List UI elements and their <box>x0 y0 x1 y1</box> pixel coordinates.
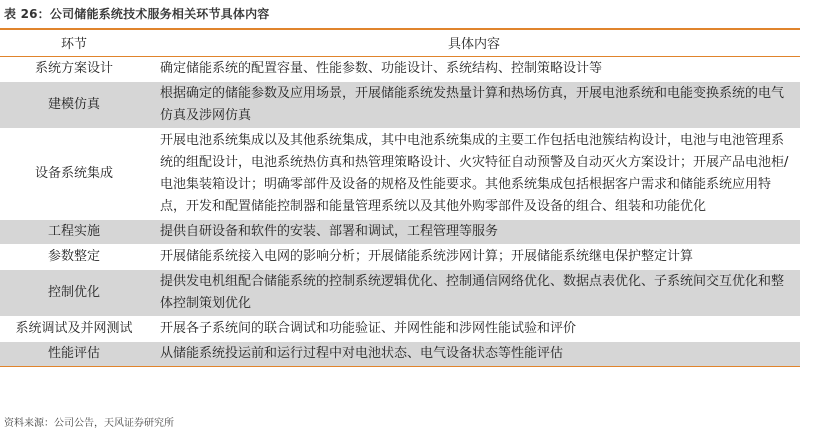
table-caption: 表 26：公司储能系统技术服务相关环节具体内容 <box>4 7 270 21</box>
stage-cell: 设备系统集成 <box>0 128 148 219</box>
table-header-row <box>0 30 800 56</box>
stage-cell: 性能评估 <box>0 341 148 366</box>
content-cell: 确定储能系统的配置容量、性能参数、功能设计、系统结构、控制策略设计等 <box>148 56 800 81</box>
stage-cell: 控制优化 <box>0 269 148 316</box>
table-row <box>0 316 800 341</box>
stage-cell: 建模仿真 <box>0 81 148 128</box>
services-table <box>0 30 800 367</box>
table-row <box>0 269 800 316</box>
content-cell: 开展电池系统集成以及其他系统集成，其中电池系统集成的主要工作包括电池簇结构设计，电池与电池管理系统的组配设计，电池系统热仿真和热管理策略设计、火灾特征自动预警及自动灭火方案设计；开展产品电池柜/电池集装箱设计；明确零部件及设备的规格及性能要求。其他系统集成包括根据客户需求和储能系统应用特点，开发和配置储能控制器和能量管理系统以及其他外购零部件及设备的组合、组装和功能优化 <box>148 128 800 219</box>
table-row <box>0 219 800 244</box>
header-stage: 环节 <box>0 30 148 56</box>
stage-cell: 工程实施 <box>0 219 148 244</box>
content-cell: 从储能系统投运前和运行过程中对电池状态、电气设备状态等性能评估 <box>148 341 800 366</box>
source-note: 资料来源：公司公告，天风证券研究所 <box>4 418 174 429</box>
content-cell: 提供发电机组配合储能系统的控制系统逻辑优化、控制通信网络优化、数据点表优化、子系统间交互优化和整体控制策划优化 <box>148 269 800 316</box>
stage-cell: 系统调试及并网测试 <box>0 316 148 341</box>
content-cell: 根据确定的储能参数及应用场景，开展储能系统发热量计算和热场仿真，开展电池系统和电能变换系统的电气仿真及涉网仿真 <box>148 81 800 128</box>
table-row <box>0 244 800 269</box>
stage-cell: 系统方案设计 <box>0 56 148 81</box>
table-row <box>0 128 800 219</box>
header-content: 具体内容 <box>148 30 800 56</box>
table-row <box>0 56 800 81</box>
stage-cell: 参数整定 <box>0 244 148 269</box>
content-cell: 开展储能系统接入电网的影响分析；开展储能系统涉网计算；开展储能系统继电保护整定计算 <box>148 244 800 269</box>
content-cell: 开展各子系统间的联合调试和功能验证、并网性能和涉网性能试验和评价 <box>148 316 800 341</box>
table-row <box>0 81 800 128</box>
table-row <box>0 341 800 366</box>
content-cell: 提供自研设备和软件的安装、部署和调试，工程管理等服务 <box>148 219 800 244</box>
